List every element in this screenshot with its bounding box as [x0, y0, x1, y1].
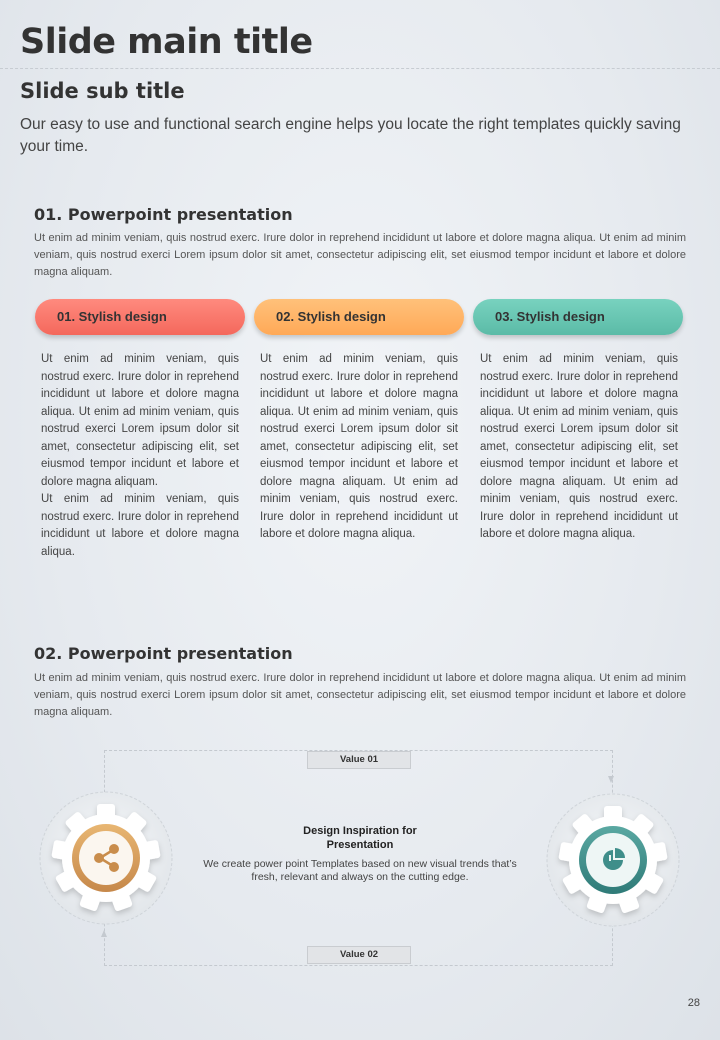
- section1-body: Ut enim ad minim veniam, quis nostrud exerc. Irure dolor in reprehend incididunt ut labore et dolore magna aliqua. Ut enim ad minim veniam, quis nostrud exerci Lorem ipsum dolor sit amet, consectetur adipiscing elit, set eiusmod tempor incidunt et labore et dolore magna aliquam.: [34, 232, 686, 278]
- column-2-paragraph-1: Ut enim ad minim veniam, quis nostrud exerc. Irure dolor in reprehend incididunt ut labore et dolore magna aliqua. Ut enim ad minim veniam, quis nostrud exerci Lorem ipsum dolor sit amet, consectetur adipiscing elit, set eiusmod tempor incidunt et labore et dolore magna aliquam. Ut enim ad minim veniam, quis nostrud exerc. Irure dolor in reprehend incididunt ut labore et dolore magna aliqua.: [260, 353, 458, 540]
- value-01-label: Value 01: [307, 751, 411, 769]
- stylish-design-pill-1: 01. Stylish design: [35, 299, 245, 335]
- section1-title: 01. Powerpoint presentation: [34, 205, 293, 224]
- value-02-label: Value 02: [307, 946, 411, 964]
- diagram-center-text: We create power point Templates based on new visual trends that’s fresh, relevant and always on the cutting edge.: [203, 858, 517, 883]
- left-gear: [38, 790, 174, 926]
- stylish-design-pill-3: 03. Stylish design: [473, 299, 683, 335]
- slide-sub-title: Slide sub title: [20, 79, 185, 103]
- intro-text: Our easy to use and functional search engine helps you locate the right templates quickly saving your time.: [20, 116, 681, 155]
- diagram-center-title: Design Inspiration for Presentation: [303, 825, 417, 851]
- section2-body: Ut enim ad minim veniam, quis nostrud exerc. Irure dolor in reprehend incididunt ut labore et dolore magna aliqua. Ut enim ad minim veniam, quis nostrud exerci Lorem ipsum dolor sit amet, consectetur adipiscing elit, set eiusmod tempor incidunt et labore et dolore magna aliquam.: [34, 672, 686, 718]
- slide-main-title: Slide main title: [20, 22, 313, 62]
- right-gear: [545, 792, 681, 928]
- page-number: 28: [687, 997, 700, 1009]
- arrow-up-icon: [101, 930, 107, 937]
- arrow-down-icon: [608, 776, 614, 783]
- stylish-design-pill-2: 02. Stylish design: [254, 299, 464, 335]
- column-3-paragraph-1: Ut enim ad minim veniam, quis nostrud exerc. Irure dolor in reprehend incididunt ut labore et dolore magna aliqua. Ut enim ad minim veniam, quis nostrud exerci Lorem ipsum dolor sit amet, consectetur adipiscing elit, set eiusmod tempor incidunt et labore et dolore magna aliquam. Ut enim ad minim veniam, quis nostrud exerc. Irure dolor in reprehend incididunt ut labore et dolore magna aliqua.: [480, 353, 678, 540]
- section2-title: 02. Powerpoint presentation: [34, 644, 293, 663]
- column-1-paragraph-2: Ut enim ad minim veniam, quis nostrud exerc. Irure dolor in reprehend incididunt ut labore et dolore magna aliqua.: [41, 493, 239, 558]
- column-1-paragraph-1: Ut enim ad minim veniam, quis nostrud exerc. Irure dolor in reprehend incididunt ut labore et dolore magna aliqua. Ut enim ad minim veniam, quis nostrud exerci Lorem ipsum dolor sit amet, consectetur adipiscing elit, set eiusmod tempor incidunt et labore et dolore magna aliquam.: [41, 353, 239, 488]
